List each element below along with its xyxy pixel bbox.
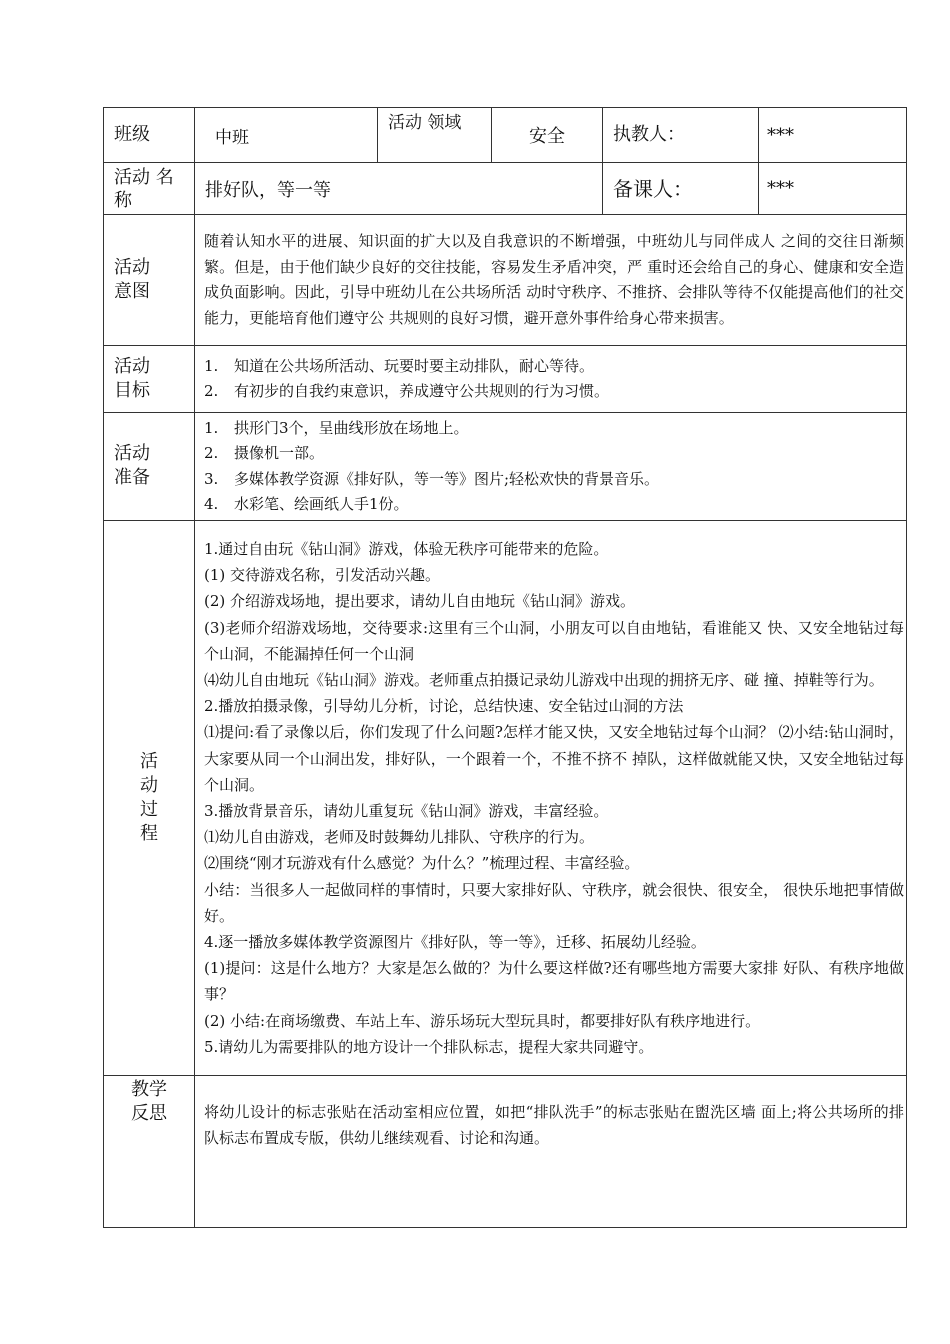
- header-row-class: [104, 108, 907, 163]
- process-line: ⑵围绕“刚才玩游戏有什么感觉？为什么？”梳理过程、丰富经验。: [204, 854, 640, 873]
- intent-label: 活动意图: [114, 256, 150, 302]
- process-list: [195, 521, 907, 1076]
- prep-item: 4. 水彩笔、绘画纸人手1份。: [204, 495, 409, 513]
- process-line: (1)提问：这是什么地方？大家是怎么做的？为什么要这样做?还有哪些地方需要大家排 好队、有秩序地做事？: [204, 959, 904, 1004]
- prep-label: 活动准备: [114, 443, 150, 488]
- teacher-label: 执教人：: [603, 108, 759, 163]
- process-line: (3)老师介绍游戏场地，交待要求:这里有三个山洞，小朋友可以自由地钻，看谁能又 快、又安全地钻过每个山洞，不能漏掉任何一个山洞: [204, 618, 904, 663]
- prep-row: [104, 413, 907, 521]
- process-line: ⑴幼儿自由游戏，老师及时鼓舞幼儿排队、守秩序的行为。: [204, 828, 595, 847]
- domain-label: 活动 领域: [378, 108, 492, 163]
- activity-name-value: 排好队，等一等: [195, 163, 603, 215]
- header-row-name: [104, 163, 907, 215]
- prep-item: 3. 多媒体教学资源《排好队，等一等》图片;轻松欢快的背景音乐。: [204, 469, 660, 488]
- process-label-cell: [104, 521, 195, 1076]
- process-line: ⑷幼儿自由地玩《钻山洞》游戏。老师重点拍摄记录幼儿游戏中出现的拥挤无序、碰 撞、掉鞋等行为。: [204, 670, 884, 689]
- prep-item: 1. 拱形门3个，呈曲线形放在场地上。: [204, 418, 469, 437]
- goal-item: 1. 知道在公共场所活动、玩要时要主动排队，耐心等待。: [204, 356, 595, 375]
- process-line: 4.逐一播放多媒体教学资源图片《排好队，等一等》，迁移、拓展幼儿经验。: [204, 933, 706, 952]
- prep-label-cell: [104, 413, 195, 521]
- process-line: (2) 小结:在商场缴费、车站上车、游乐场玩大型玩具时，都要排好队有秩序地进行。: [204, 1011, 761, 1030]
- class-label: 班级: [104, 108, 195, 163]
- preparer-value: ***: [759, 163, 907, 215]
- process-line: 2.播放拍摄录像，引导幼儿分析，讨论，总结快速、安全钻过山洞的方法: [204, 697, 684, 716]
- process-line: 5.请幼儿为需要排队的地方设计一个排队标志，提程大家共同避守。: [204, 1037, 654, 1056]
- prep-list: [195, 413, 907, 521]
- reflection-label: 教学反思: [131, 1079, 167, 1124]
- reflection-row: [104, 1076, 907, 1228]
- reflection-text: 将幼儿设计的标志张贴在活动室相应位置，如把“排队洗手”的标志张贴在盥洗区墙 面上;将公共场所的排队标志布置成专版，供幼儿继续观看、讨论和沟通。: [195, 1076, 907, 1228]
- goal-item: 2. 有初步的自我约束意识，养成遵守公共规则的行为习惯。: [204, 382, 610, 400]
- goals-row: [104, 346, 907, 413]
- teacher-value: ***: [759, 108, 907, 163]
- preparer-label: 备课人：: [603, 163, 759, 215]
- domain-value: 安全: [492, 108, 603, 163]
- intent-row: [104, 215, 907, 346]
- prep-item: 2. 摄像机一部。: [204, 444, 325, 462]
- goals-label: 活动目标: [114, 355, 150, 401]
- process-line: 小结：当很多人一起做同样的事情时，只要大家排好队、守秩序，就会很快、很安全， 很快乐地把事情做好。: [204, 880, 904, 925]
- intent-text: 随着认知水平的进展、知识面的扩大以及自我意识的不断增强，中班幼儿与同伴成人 之间的交往日渐频繁。但是，由于他们缺少良好的交往技能，容易发生矛盾冲突，严 重时还会给自己的身心、健康和安全造成负面影响。因此，引导中班幼儿在公共场所活 动时守秩序、不推挤、会排队等待不仅能提高他们的社交能力，更能培育他们遵守公 共规则的良好习惯，避开意外事件给身心带来损害。: [195, 215, 907, 346]
- class-value: 中班: [195, 108, 378, 163]
- lesson-plan-table: [103, 107, 907, 1228]
- process-line: ⑴提问:看了录像以后，你们发现了什么问题?怎样才能又快，又安全地钻过每个山洞？ ⑵小结:钻山洞时，大家要从同一个山洞出发，排好队，一个跟着一个，不推不挤不 掉队，这样做就能又快，又安全地钻过每个山洞。: [204, 723, 904, 794]
- process-line: (1) 交待游戏名称，引发活动兴趣。: [204, 566, 441, 585]
- process-label: 活动过程: [140, 751, 158, 844]
- intent-label-cell: [104, 215, 195, 346]
- goals-label-cell: [104, 346, 195, 413]
- goals-list: [195, 346, 907, 413]
- reflection-label-cell: [104, 1076, 195, 1228]
- process-line: 1.通过自由玩《钻山洞》游戏，体验无秩序可能带来的危险。: [204, 539, 609, 558]
- process-line: 3.播放背景音乐，请幼儿重复玩《钻山洞》游戏，丰富经验。: [204, 802, 609, 820]
- process-row: [104, 521, 907, 1076]
- activity-name-label: 活动 名称: [104, 163, 195, 215]
- process-line: (2) 介绍游戏场地，提出要求，请幼儿自由地玩《钻山洞》游戏。: [204, 592, 636, 611]
